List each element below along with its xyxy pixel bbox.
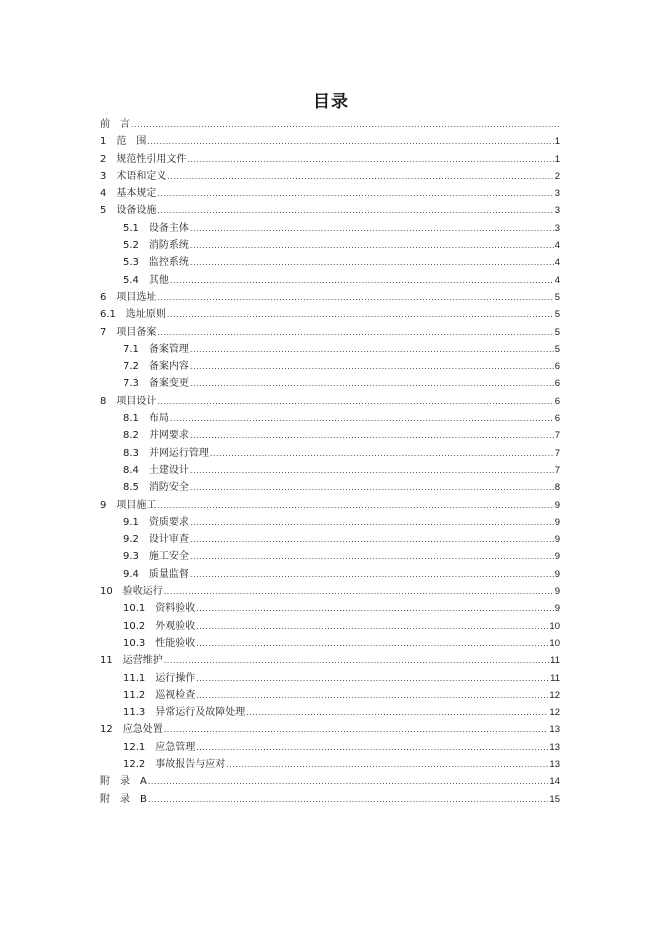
toc-entry-page: 9 <box>554 499 560 511</box>
toc-leader-dots <box>170 272 554 289</box>
toc-entry-page: 3 <box>554 205 560 217</box>
toc-leader-dots <box>131 116 559 133</box>
toc-entry[interactable] <box>100 375 560 392</box>
toc-entry[interactable] <box>100 133 560 150</box>
toc-leader-dots <box>246 704 548 721</box>
toc-entry-page: 4 <box>554 274 560 286</box>
toc-entry-label: 12.1 应急管理 <box>123 741 196 753</box>
toc-entry-page: 12 <box>549 707 560 719</box>
toc-entry[interactable] <box>100 254 560 271</box>
toc-entry-page: 2 <box>554 170 560 182</box>
toc-entry[interactable] <box>100 583 560 600</box>
toc-leader-dots <box>196 670 549 687</box>
toc-entry[interactable] <box>100 548 560 565</box>
toc-entry-label: 附 录 B <box>100 793 147 805</box>
toc-entry-page: 15 <box>549 793 560 805</box>
toc-leader-dots <box>164 721 549 738</box>
toc-entry[interactable] <box>100 566 560 583</box>
toc-entry-page: 10 <box>549 620 560 632</box>
toc-entry[interactable] <box>100 635 560 652</box>
toc-entry[interactable] <box>100 531 560 548</box>
toc-entry-page: 14 <box>549 776 560 788</box>
toc-entry-page: 1 <box>554 136 560 148</box>
toc-entry-page: 9 <box>554 586 560 598</box>
toc-entry-label: 前 言 <box>100 119 130 130</box>
toc-entry-page: 7 <box>554 430 560 442</box>
toc-entry-page: 5 <box>554 291 560 303</box>
toc-entry-label: 5.3 监控系统 <box>123 257 189 269</box>
toc-entry-label: 10.2 外观验收 <box>123 620 196 632</box>
toc-entry[interactable] <box>100 427 560 444</box>
toc-entry-label: 附 录 A <box>100 776 147 788</box>
toc-leader-dots <box>190 531 554 548</box>
toc-entry[interactable] <box>100 687 560 704</box>
toc-entry-label: 1 范 围 <box>100 136 147 148</box>
toc-entry[interactable] <box>100 721 560 738</box>
toc-entry-label: 11.3 异常运行及故障处理 <box>123 707 246 719</box>
toc-leader-dots <box>190 427 554 444</box>
toc-entry[interactable] <box>100 237 560 254</box>
toc-leader-dots <box>157 202 553 219</box>
toc-entry-label: 7 项目备案 <box>100 326 157 338</box>
toc-entry[interactable] <box>100 306 560 323</box>
toc-leader-dots <box>157 185 553 202</box>
toc-entry-label: 12.2 事故报告与应对 <box>123 758 226 770</box>
toc-entry[interactable] <box>100 358 560 375</box>
toc-leader-dots <box>157 497 553 514</box>
toc-leader-dots <box>157 324 553 341</box>
toc-entry[interactable] <box>100 185 560 202</box>
toc-entry-label: 6.1 选址原则 <box>100 309 166 321</box>
toc-entry-page: 3 <box>554 222 560 234</box>
toc-entry-label: 12 应急处置 <box>100 724 163 736</box>
toc-entry-page: 13 <box>549 741 560 753</box>
toc-entry[interactable] <box>100 168 560 185</box>
toc-entry[interactable] <box>100 393 560 410</box>
toc-entry-label: 3 术语和定义 <box>100 170 167 182</box>
toc-leader-dots <box>190 548 554 565</box>
toc-leader-dots <box>190 254 554 271</box>
toc-entry-page: 9 <box>554 534 560 546</box>
toc-entry-label: 9.4 质量监督 <box>123 568 189 580</box>
toc-entry-page: 5 <box>554 326 560 338</box>
table-of-contents <box>100 116 560 808</box>
toc-leader-dots <box>196 600 553 617</box>
toc-entry[interactable] <box>100 773 560 790</box>
toc-entry-page: 9 <box>554 516 560 528</box>
toc-entry[interactable] <box>100 670 560 687</box>
toc-entry[interactable] <box>100 220 560 237</box>
toc-leader-dots <box>187 151 553 168</box>
toc-leader-dots <box>190 358 554 375</box>
toc-entry-label: 5.1 设备主体 <box>123 222 189 234</box>
toc-entry[interactable] <box>100 324 560 341</box>
toc-entry-page: 5 <box>554 343 560 355</box>
toc-leader-dots <box>226 756 548 773</box>
toc-entry-label: 9.2 设计审查 <box>123 534 189 546</box>
toc-entry-label: 9 项目施工 <box>100 499 157 511</box>
toc-entry-label: 8.5 消防安全 <box>123 482 189 494</box>
toc-entry[interactable] <box>100 410 560 427</box>
toc-entry-label: 8 项目设计 <box>100 395 157 407</box>
toc-leader-dots <box>147 133 553 150</box>
toc-leader-dots <box>190 566 554 583</box>
toc-entry-page: 4 <box>554 257 560 269</box>
toc-entry[interactable] <box>100 652 560 669</box>
toc-entry-page: 6 <box>554 395 560 407</box>
toc-entry-page: 9 <box>554 603 560 615</box>
toc-entry[interactable] <box>100 272 560 289</box>
toc-entry-page: 7 <box>554 447 560 459</box>
toc-entry-page: 1 <box>554 153 560 165</box>
toc-entry[interactable] <box>100 600 560 617</box>
page-title: 目录 <box>313 92 349 112</box>
toc-entry-page: 11 <box>550 655 560 667</box>
toc-leader-dots <box>196 687 548 704</box>
toc-entry-label: 8.2 并网要求 <box>123 430 189 442</box>
toc-entry-page: 9 <box>554 568 560 580</box>
toc-entry-page: 6 <box>554 361 560 373</box>
toc-leader-dots <box>190 479 554 496</box>
toc-entry-label: 7.2 备案内容 <box>123 361 189 373</box>
toc-entry-page: 5 <box>554 309 560 321</box>
toc-entry[interactable] <box>100 341 560 358</box>
toc-entry-label: 10.1 资料验收 <box>123 603 196 615</box>
toc-entry-label: 8.1 布局 <box>123 413 169 425</box>
toc-entry[interactable] <box>100 497 560 514</box>
toc-entry-label: 11.1 运行操作 <box>123 672 196 684</box>
toc-leader-dots <box>170 410 554 427</box>
toc-entry[interactable] <box>100 704 560 721</box>
toc-entry-page: 13 <box>549 758 560 770</box>
toc-entry-page: 7 <box>554 464 560 476</box>
toc-leader-dots <box>148 773 549 790</box>
toc-entry-label: 9.3 施工安全 <box>123 551 189 563</box>
toc-entry[interactable] <box>100 479 560 496</box>
toc-entry-label: 5.4 其他 <box>123 274 169 286</box>
toc-leader-dots <box>196 739 548 756</box>
toc-leader-dots <box>190 375 554 392</box>
toc-entry-label: 10 验收运行 <box>100 586 163 598</box>
toc-leader-dots <box>210 445 554 462</box>
toc-entry-page: 12 <box>549 689 560 701</box>
toc-leader-dots <box>190 341 554 358</box>
toc-leader-dots <box>190 462 554 479</box>
toc-entry[interactable] <box>100 618 560 635</box>
toc-leader-dots <box>167 168 553 185</box>
toc-entry-label: 10.3 性能验收 <box>123 637 196 649</box>
toc-entry-label: 5 设备设施 <box>100 205 157 217</box>
toc-leader-dots <box>167 306 554 323</box>
toc-entry-label: 6 项目选址 <box>100 291 157 303</box>
toc-leader-dots <box>196 618 548 635</box>
toc-entry-label: 8.4 土建设计 <box>123 464 189 476</box>
toc-entry[interactable] <box>100 445 560 462</box>
toc-entry-label: 8.3 并网运行管理 <box>123 447 209 459</box>
toc-entry-page: 9 <box>554 551 560 563</box>
toc-leader-dots <box>157 289 553 306</box>
toc-entry-label: 7.1 备案管理 <box>123 343 189 355</box>
toc-leader-dots <box>190 237 554 254</box>
toc-entry[interactable] <box>100 289 560 306</box>
toc-entry[interactable] <box>100 739 560 756</box>
toc-entry-page: 11 <box>550 672 560 684</box>
toc-entry-label: 9.1 资质要求 <box>123 516 189 528</box>
toc-entry-page: 8 <box>554 482 560 494</box>
toc-leader-dots <box>148 791 549 808</box>
toc-entry-page: 6 <box>554 378 560 390</box>
toc-entry[interactable] <box>100 116 560 133</box>
toc-entry-label: 5.2 消防系统 <box>123 240 189 252</box>
toc-entry[interactable] <box>100 514 560 531</box>
toc-leader-dots <box>190 220 554 237</box>
toc-entry[interactable] <box>100 462 560 479</box>
toc-leader-dots <box>164 652 549 669</box>
toc-entry[interactable] <box>100 756 560 773</box>
toc-entry[interactable] <box>100 202 560 219</box>
toc-leader-dots <box>190 514 554 531</box>
toc-entry-label: 7.3 备案变更 <box>123 378 189 390</box>
toc-leader-dots <box>196 635 548 652</box>
toc-entry[interactable] <box>100 791 560 808</box>
toc-entry-label: 11 运营维护 <box>100 655 163 667</box>
toc-entry-label: 2 规范性引用文件 <box>100 153 187 165</box>
toc-leader-dots <box>157 393 553 410</box>
toc-entry-label: 11.2 巡视检查 <box>123 689 196 701</box>
toc-entry-page: 6 <box>554 413 560 425</box>
toc-entry-page: 10 <box>549 637 560 649</box>
toc-leader-dots <box>164 583 554 600</box>
toc-entry-page: 3 <box>554 188 560 200</box>
toc-entry[interactable] <box>100 151 560 168</box>
toc-entry-page: 4 <box>554 240 560 252</box>
toc-entry-page: 13 <box>549 724 560 736</box>
toc-entry-label: 4 基本规定 <box>100 188 157 200</box>
